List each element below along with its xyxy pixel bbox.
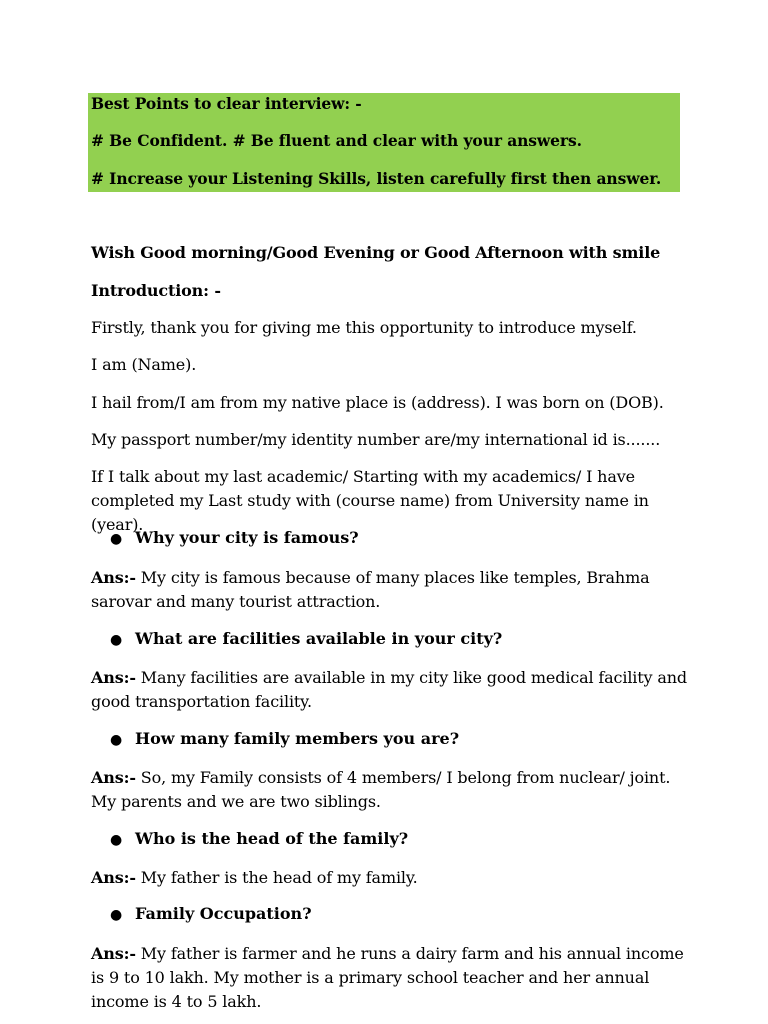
question-item <box>110 829 408 848</box>
answer-label: Ans:- <box>91 768 136 787</box>
question-item <box>110 729 459 748</box>
answer-paragraph <box>91 566 691 614</box>
answer-text: Many facilities are available in my city like good medical facility and good transportation facility. <box>91 668 688 711</box>
intro-line-3: I hail from/I am from my native place is (address). I was born on (DOB). <box>91 393 664 412</box>
answer-label: Ans:- <box>91 944 136 963</box>
question-text: How many family members you are? <box>135 729 460 748</box>
answer-text: My father is farmer and he runs a dairy farm and his annual income is 9 to 10 lakh. My mother is a primary school teacher and her annual income is 4 to 5 lakh. <box>91 944 684 1011</box>
answer-label: Ans:- <box>91 568 136 587</box>
introduction-heading: Introduction: - <box>91 281 221 300</box>
intro-line-4: My passport number/my identity number are/my international id is....... <box>91 430 661 449</box>
bullet-icon: ● <box>110 632 123 648</box>
question-item <box>110 904 312 923</box>
question-text: Why your city is famous? <box>135 528 359 547</box>
question-text: Who is the head of the family? <box>135 829 409 848</box>
intro-line-5: If I talk about my last academic/ Starting with my academics/ I have completed my Last study with (course name) from University name in (year). <box>91 467 649 534</box>
answer-label: Ans:- <box>91 668 136 687</box>
intro-line-2: I am (Name). <box>91 355 197 374</box>
bullet-icon: ● <box>110 531 123 547</box>
answer-text: My city is famous because of many places like temples, Brahma sarovar and many tourist attraction. <box>91 568 650 611</box>
question-item <box>110 629 502 648</box>
intro-line-1: Firstly, thank you for giving me this opportunity to introduce myself. <box>91 318 637 337</box>
bullet-icon: ● <box>110 907 123 923</box>
answer-paragraph <box>91 942 691 1014</box>
answer-text: My father is the head of my family. <box>135 868 418 887</box>
question-text: What are facilities available in your city? <box>135 629 503 648</box>
answer-paragraph <box>91 766 691 814</box>
bullet-icon: ● <box>110 832 123 848</box>
question-text: Family Occupation? <box>135 904 312 923</box>
highlight-title: Best Points to clear interview: - <box>91 94 362 113</box>
highlight-line-2: # Increase your Listening Skills, listen carefully first then answer. <box>91 169 662 188</box>
answer-text: So, my Family consists of 4 members/ I belong from nuclear/ joint. My parents and we are two siblings. <box>91 768 671 811</box>
question-item <box>110 528 359 547</box>
answer-paragraph <box>91 666 691 714</box>
greeting-line: Wish Good morning/Good Evening or Good Afternoon with smile <box>91 243 661 262</box>
answer-paragraph <box>91 866 691 890</box>
answer-label: Ans:- <box>91 868 136 887</box>
bullet-icon: ● <box>110 732 123 748</box>
highlight-line-1: # Be Confident. # Be fluent and clear with your answers. <box>91 131 582 150</box>
